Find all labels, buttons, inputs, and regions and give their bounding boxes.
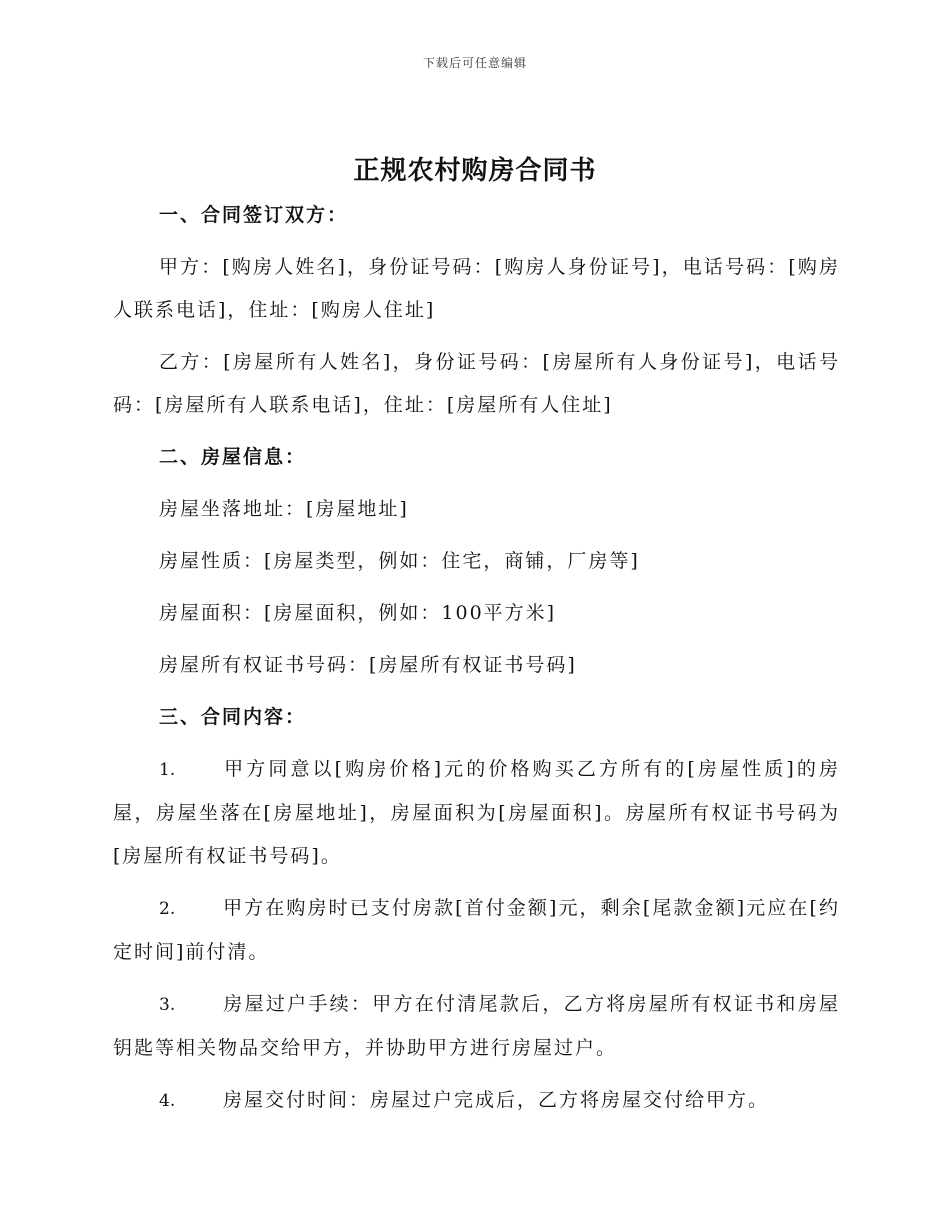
contract-item <box>113 887 840 974</box>
item-text: 房屋交付时间：房屋过户完成后，乙方将房屋交付给甲方。 <box>223 1089 770 1111</box>
contract-item <box>113 748 840 878</box>
item-text: 甲方同意以[购房价格]元的价格购买乙方所有的[房屋性质]的房屋，房屋坐落在[房屋地址]，房屋面积为[房屋面积]。房屋所有权证书号码为[房屋所有权证书号码]。 <box>113 758 840 867</box>
section-heading-contents: 三、合同内容： <box>159 706 307 728</box>
header-note: 下载后可任意编辑 <box>422 56 527 70</box>
item-text: 甲方在购房时已支付房款[首付金额]元，剩余[尾款金额]元应在[约定时间]前付清。 <box>113 897 840 963</box>
contract-item <box>113 1079 840 1123</box>
contract-body <box>113 194 840 1132</box>
document-title: 正规农村购房合同书 <box>353 156 597 186</box>
item-number: 3. <box>159 995 176 1015</box>
house-certificate-line: 房屋所有权证书号码：[房屋所有权证书号码] <box>159 654 577 676</box>
item-number: 2. <box>159 899 176 919</box>
party-b-paragraph: 乙方：[房屋所有人姓名]，身份证号码：[房屋所有人身份证号]，电话号码：[房屋所有人联系电话]，住址：[房屋所有人住址] <box>113 351 840 416</box>
contract-item <box>113 983 840 1070</box>
item-number: 4. <box>159 1091 176 1111</box>
house-address-line: 房屋坐落地址：[房屋地址] <box>159 498 409 520</box>
section-heading-house-info: 二、房屋信息： <box>159 446 307 468</box>
party-a-paragraph: 甲方：[购房人姓名]，身份证号码：[购房人身份证号]，电话号码：[购房人联系电话]，住址：[购房人住址] <box>113 256 840 321</box>
house-area-line: 房屋面积：[房屋面积，例如：100平方米] <box>159 602 557 624</box>
item-text: 房屋过户手续：甲方在付清尾款后，乙方将房屋所有权证书和房屋钥匙等相关物品交给甲方，并协助甲方进行房屋过户。 <box>113 993 840 1059</box>
section-heading-parties: 一、合同签订双方： <box>159 204 349 226</box>
item-number: 1. <box>159 760 176 780</box>
house-nature-line: 房屋性质：[房屋类型，例如：住宅，商铺，厂房等] <box>159 550 640 572</box>
